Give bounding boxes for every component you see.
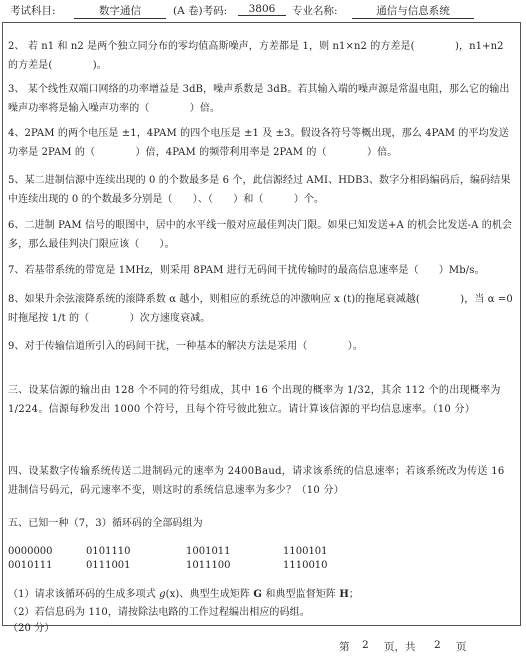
footer-total-pages: 2 (434, 639, 441, 651)
part-1-text-d: ； (348, 589, 359, 600)
codeword: 0010111 (8, 560, 53, 571)
codeword-table (8, 545, 428, 573)
codeword: 1100101 (283, 546, 328, 557)
codeword-row (8, 545, 428, 559)
question-3: 3、 某个线性双端口网络的功率增益是 3dB，噪声系数是 3dB。若其输入端的噪声源是常温电阻，那么它的输出噪声功率将是输入噪声功率的（ ）倍。 (8, 84, 510, 114)
question-6: 6、二进制 PAM 信号的眼图中，居中的水平线一般对应最佳判决门限。如果已知发送+A 的机会比发送-A 的机会多，那么最佳判决门限应该（ ）。 (8, 220, 513, 250)
problem-5-score: （20 分） (8, 623, 55, 634)
major-value: 通信与信息系统 (352, 3, 474, 19)
problem-3: 三、设某信源的输出由 128 个不同的符号组成，其中 16 个出现的概率为 1/32，其余 112 个的出现概率为 1/224。信源每秒发出 1000 个符号，且每个符号彼此独立。请计算该信源的平均信息速率。（10 分） (8, 385, 501, 415)
H-symbol: H (339, 589, 349, 600)
x-argument: (x) (165, 589, 180, 600)
codeword: 1110010 (283, 560, 328, 571)
subject-value: 数字通信 (74, 3, 166, 19)
part-1-text-c: 和典型监督矩阵 (262, 589, 340, 600)
problem-4: 四、设某数字传输系统传送二进制码元的速率为 2400Baud，请求该系统的信息速率；若该系统改为传送 16 进制信号码元，码元速率不变，则这时的系统信息速率为多少？（10 分） (8, 466, 505, 496)
footer-di: 第 (339, 641, 350, 653)
problem-5-part-1 (8, 586, 513, 605)
question-4: 4、2PAM 的两个电压是 ±1，4PAM 的四个电压是 ±1 及 ±3。假设各符号等概出现，那么 4PAM 的平均发送功率是 2PAM 的（ ）倍，4PAM 的频带利用率是 2PAM 的（ ）倍。 (8, 128, 509, 158)
part-1-text-a: （1）请求该循环码的生成多项式 (8, 589, 160, 600)
codeword: 0101110 (86, 546, 131, 557)
codeword: 1011100 (186, 560, 231, 571)
problem-5-title: 五、已知一种（7，3）循环码的全部码组为 (8, 518, 203, 529)
major-label: 专业名称: (292, 5, 338, 17)
codeword-row (8, 559, 428, 573)
code-value: 3806 (238, 3, 286, 16)
question-7: 7、若基带系统的带宽是 1MHz，则采用 8PAM 进行无码间干扰传输时的最高信息速率是（ ）Mb/s。 (8, 265, 485, 276)
question-5: 5、某二进制信源中连续出现的 0 的个数最多是 6 个，此信源经过 AMI、HDB3、数字分相码编码后，编码结果中连续出现的 0 的个数最多分别是（ ）、（ ）和（ ）个。 (8, 175, 511, 205)
problem-5-part-2: （2）若信息码为 110，请按除法电路的工作过程编出相应的码组。 (8, 607, 310, 618)
footer-ye: 页 (456, 641, 467, 653)
codeword: 0000000 (8, 546, 53, 557)
footer-page-number: 2 (362, 639, 369, 651)
footer-ye-gong: 页，共 (384, 641, 416, 653)
volume-code-label: (A 卷)考码: (173, 5, 228, 17)
question-2: 2、 若 n1 和 n2 是两个独立同分布的零均值高斯噪声，方差都是 1，则 n1×n2 的方差是( )，n1+n2 的方差是( )。 (8, 41, 504, 71)
part-1-text-b: 、典型生成矩阵 (179, 589, 254, 600)
codeword: 1001011 (186, 546, 231, 557)
G-symbol: G (253, 589, 263, 600)
subject-label: 考试科目: (10, 5, 56, 17)
codeword: 0111001 (86, 560, 131, 571)
exam-header (10, 3, 520, 19)
question-8: 8、如果升余弦滚降系统的滚降系数 α 越小，则相应的系统总的冲激响应 x (t)的拖尾衰减越( )，当 α =0 时拖尾按 1/t 的（ ）次方速度衰减。 (8, 294, 513, 324)
g-symbol: g (159, 589, 166, 600)
question-9: 9、对于传输信道所引入的码间干扰，一种基本的解决方法是采用（ ）。 (8, 341, 363, 352)
